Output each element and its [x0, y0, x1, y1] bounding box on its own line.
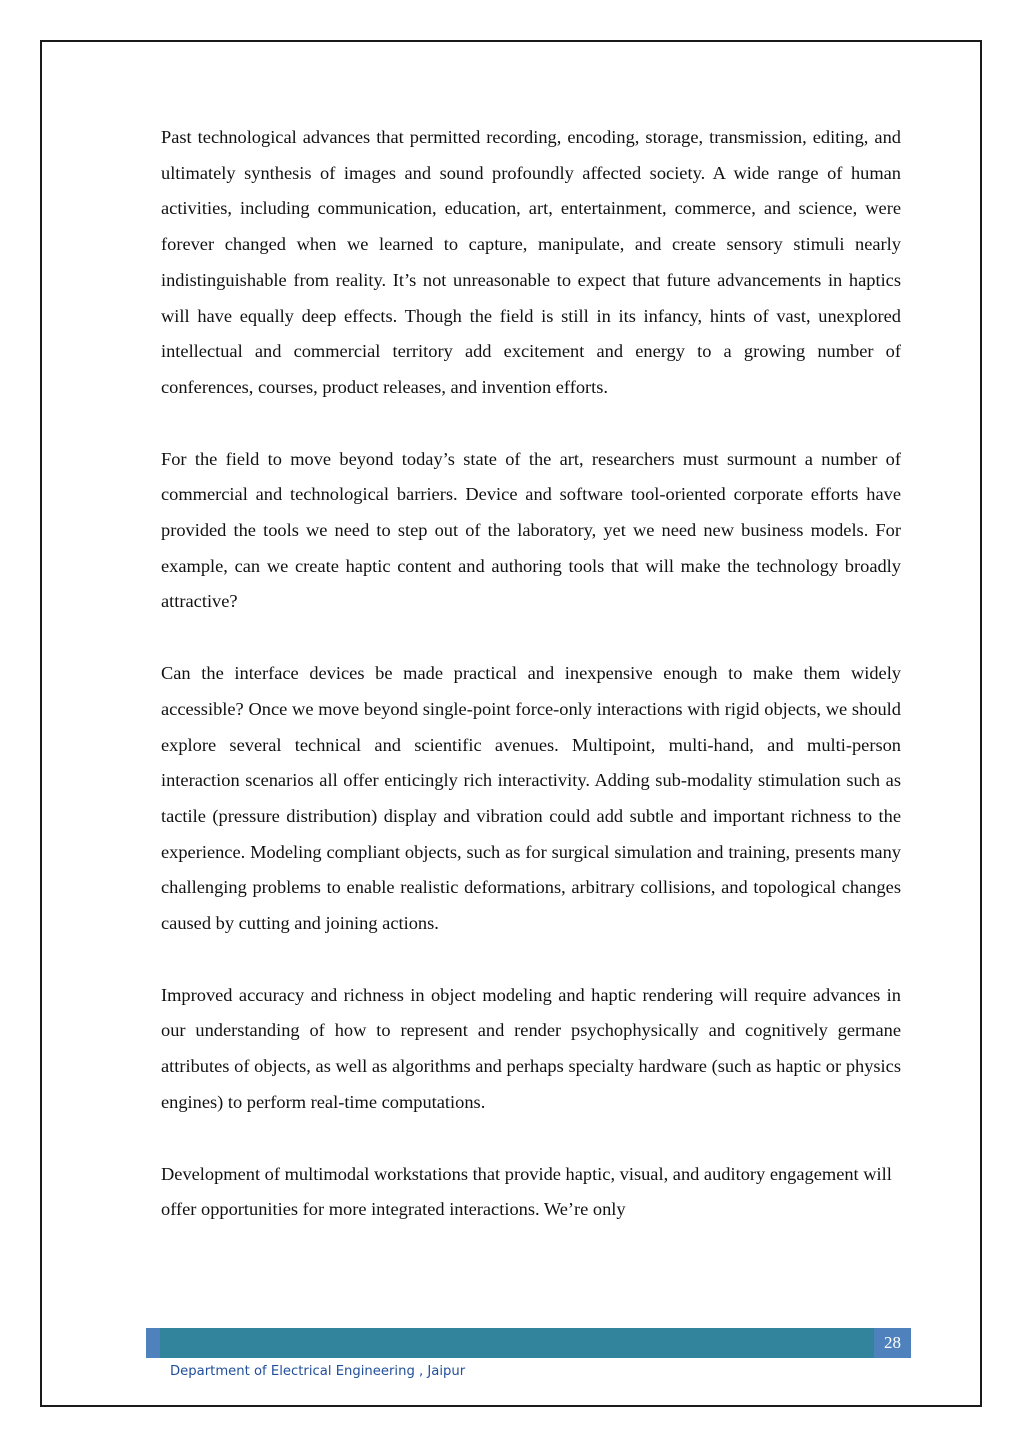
footer-bar-accent: [146, 1328, 160, 1358]
paragraph-2: For the field to move beyond today’s state of the art, researchers must surmount a number of commercial and technological barriers. Device and software tool-oriented corporate efforts have provided the tools we need to step out of the laboratory, yet we need new business models. For example, can we create haptic content and authoring tools that will make the technology broadly attractive?: [161, 448, 901, 612]
document-body: [161, 120, 901, 1228]
paragraph-1: Past technological advances that permitted recording, encoding, storage, transmission, editing, and ultimately synthesis of images and sound profoundly affected society. A wide range of human activities, including communication, education, art, entertainment, commerce, and science, were forever changed when we learned to capture, manipulate, and create sensory stimuli nearly indistinguishable from reality. It’s not unreasonable to expect that future advancements in haptics will have equally deep effects. Though the field is still in its infancy, hints of vast, unexplored intellectual and commercial territory add excitement and energy to a growing number of conferences, courses, product releases, and invention efforts.: [161, 127, 901, 397]
footer-department: Department of Electrical Engineering , Jaipur: [170, 1364, 466, 1379]
page-number: 28: [874, 1328, 911, 1358]
paragraph-4: Improved accuracy and richness in object modeling and haptic rendering will require advances in our understanding of how to represent and render psychophysically and cognitively germane attributes of objects, as well as algorithms and perhaps specialty hardware (such as haptic or physics engines) to perform real-time computations.: [161, 984, 901, 1112]
paragraph-5: Development of multimodal workstations that provide haptic, visual, and auditory engagement will offer opportunities for more integrated interactions. We’re only: [161, 1163, 892, 1220]
paragraph-3: Can the interface devices be made practical and inexpensive enough to make them widely accessible? Once we move beyond single-point force-only interactions with rigid objects, we should explore several technical and scientific avenues. Multipoint, multi-hand, and multi-person interaction scenarios all offer enticingly rich interactivity. Adding sub-modality stimulation such as tactile (pressure distribution) display and vibration could add subtle and important richness to the experience. Modeling compliant objects, such as for surgical simulation and training, presents many challenging problems to enable realistic deformations, arbitrary collisions, and topological changes caused by cutting and joining actions.: [161, 663, 901, 934]
footer-bar: [146, 1328, 874, 1358]
